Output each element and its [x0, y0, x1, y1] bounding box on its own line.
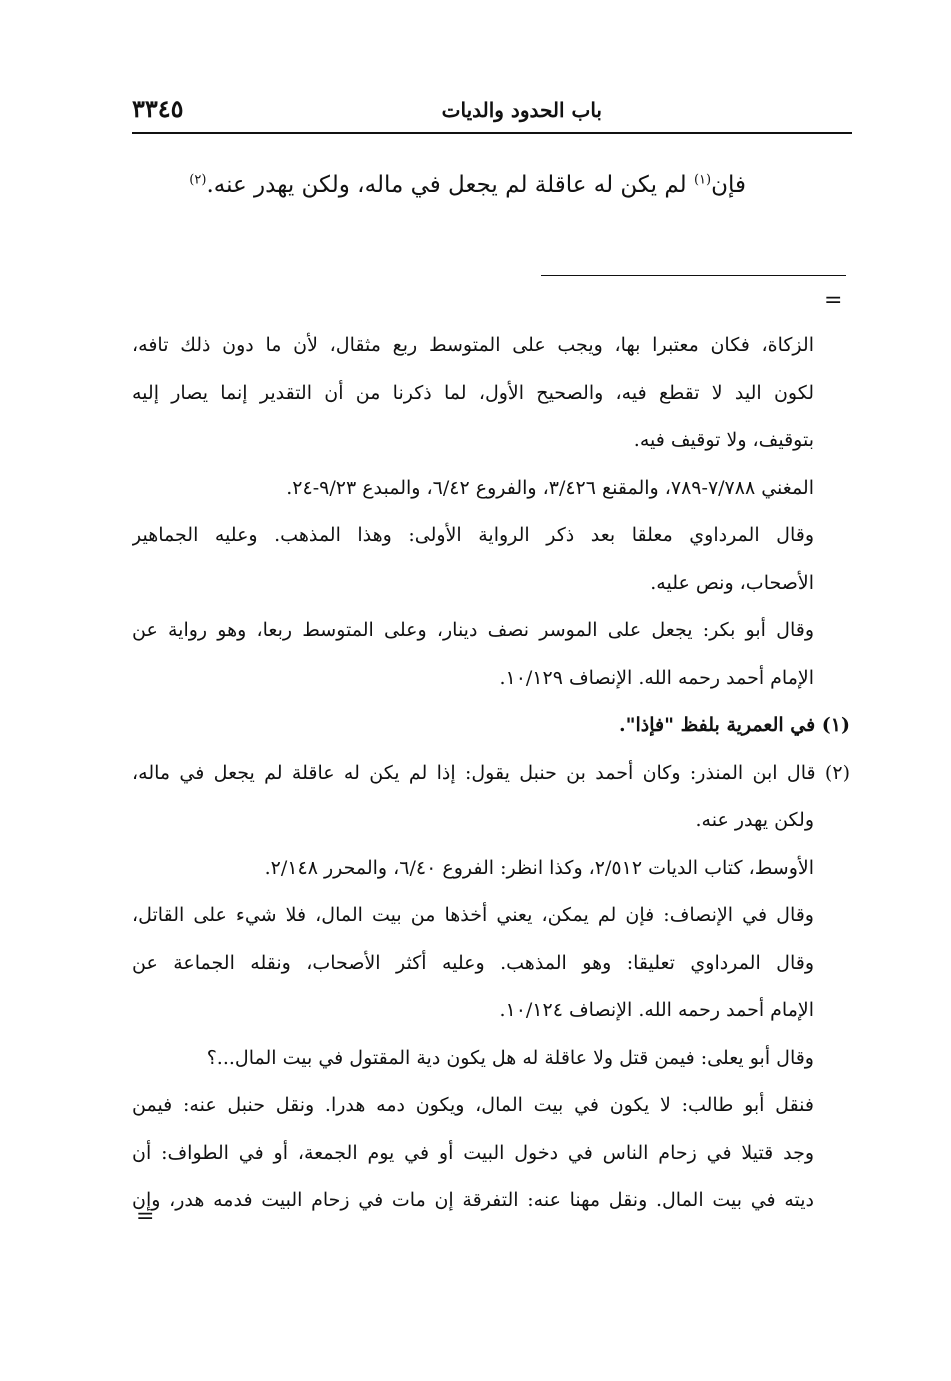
chapter-title: باب الحدود والديات [441, 98, 602, 122]
footnote-line: وقال المرداوي معلقا بعد ذكر الرواية الأولى: وهذا المذهب. وعليه الجماهير [132, 524, 814, 546]
footnote-line: المغني ٧/٧٨٨-٧٨٩، والمقنع ٣/٤٢٦، والفروع ٦/٤٢، والمبدع ٩/٢٣-٢٤. [286, 476, 814, 499]
header-rule [132, 132, 852, 134]
footnote-line: الإمام أحمد رحمه الله. الإنصاف ١٠/١٢٩. [499, 666, 814, 689]
footnote-1: (١) في العمرية بلفظ "فإذا". [618, 714, 850, 736]
footnote-line: ولكن يهدر عنه. [695, 809, 814, 831]
footnote-line: الأصحاب، ونص عليه. [650, 571, 814, 594]
footnote-line: لكون اليد لا تقطع فيه، والصحيح الأول، لما ذكرنا من أن التقدير إنما يصار إليه [132, 381, 814, 404]
footnote-separator [541, 275, 846, 276]
main-text-start: فإن [711, 172, 746, 198]
footnote-line: وجد قتيلا في زحام الناس في دخول البيت أو في يوم الجمعة، أو في الطواف: أن [132, 1141, 814, 1164]
footnote-line: ديته في بيت المال. ونقل مهنا عنه: التفرقة إن مات في زحام البيت فدمه هدر، وإن [132, 1189, 814, 1211]
continuation-mark: = [824, 288, 843, 313]
footnote-line: وقال أبو بكر: يجعل على الموسر نصف دينار، وعلى المتوسط ربعا، وهو رواية عن [132, 619, 814, 641]
continued-mark: = [136, 1204, 155, 1229]
footnote-line: بتوقيف، ولا توقيف فيه. [633, 429, 814, 451]
footnote-line: فنقل أبو طالب: لا يكون في بيت المال، ويكون دمه هدرا. ونقل حنبل عنه: فيمن [132, 1094, 814, 1116]
footnote-line: الزكاة، فكان معتبرا بها، ويجب على المتوسط ربع مثقال، لأن ما دون ذلك تافه، [132, 334, 814, 356]
footnote-ref-1: (١) [693, 172, 712, 188]
page-number: ٣٣٤٥ [132, 94, 184, 123]
footnote-ref-2: (٢) [189, 172, 207, 188]
footnote-line: وقال أبو يعلى: فيمن قتل ولا عاقلة له هل يكون دية المقتول في بيت المال...؟ [206, 1046, 814, 1069]
footnote-line: وقال المرداوي تعليقا: وهو المذهب. وعليه أكثر الأصحاب، ونقله الجماعة عن [132, 951, 814, 974]
footnote-line: الإمام أحمد رحمه الله. الإنصاف ١٠/١٢٤. [499, 999, 814, 1021]
main-text-body: لم يكن له عاقلة لم يجعل في ماله، ولكن يهدر عنه. [206, 172, 694, 198]
running-header [132, 92, 852, 132]
main-text [189, 172, 746, 198]
footnote-line: الأوسط، كتاب الديات ٢/٥١٢، وكذا انظر: الفروع ٦/٤٠، والمحرر ٢/١٤٨. [264, 856, 814, 879]
footnotes [132, 322, 850, 1225]
footnote-2: (٢) قال ابن المنذر: وكان أحمد بن حنبل يقول: إذا لم يكن له عاقلة لم يجعل في ماله، [132, 761, 850, 784]
footnote-line: وقال في الإنصاف: فإن لم يمكن، يعني أخذها من بيت المال، فلا شيء على القاتل، [132, 904, 814, 926]
